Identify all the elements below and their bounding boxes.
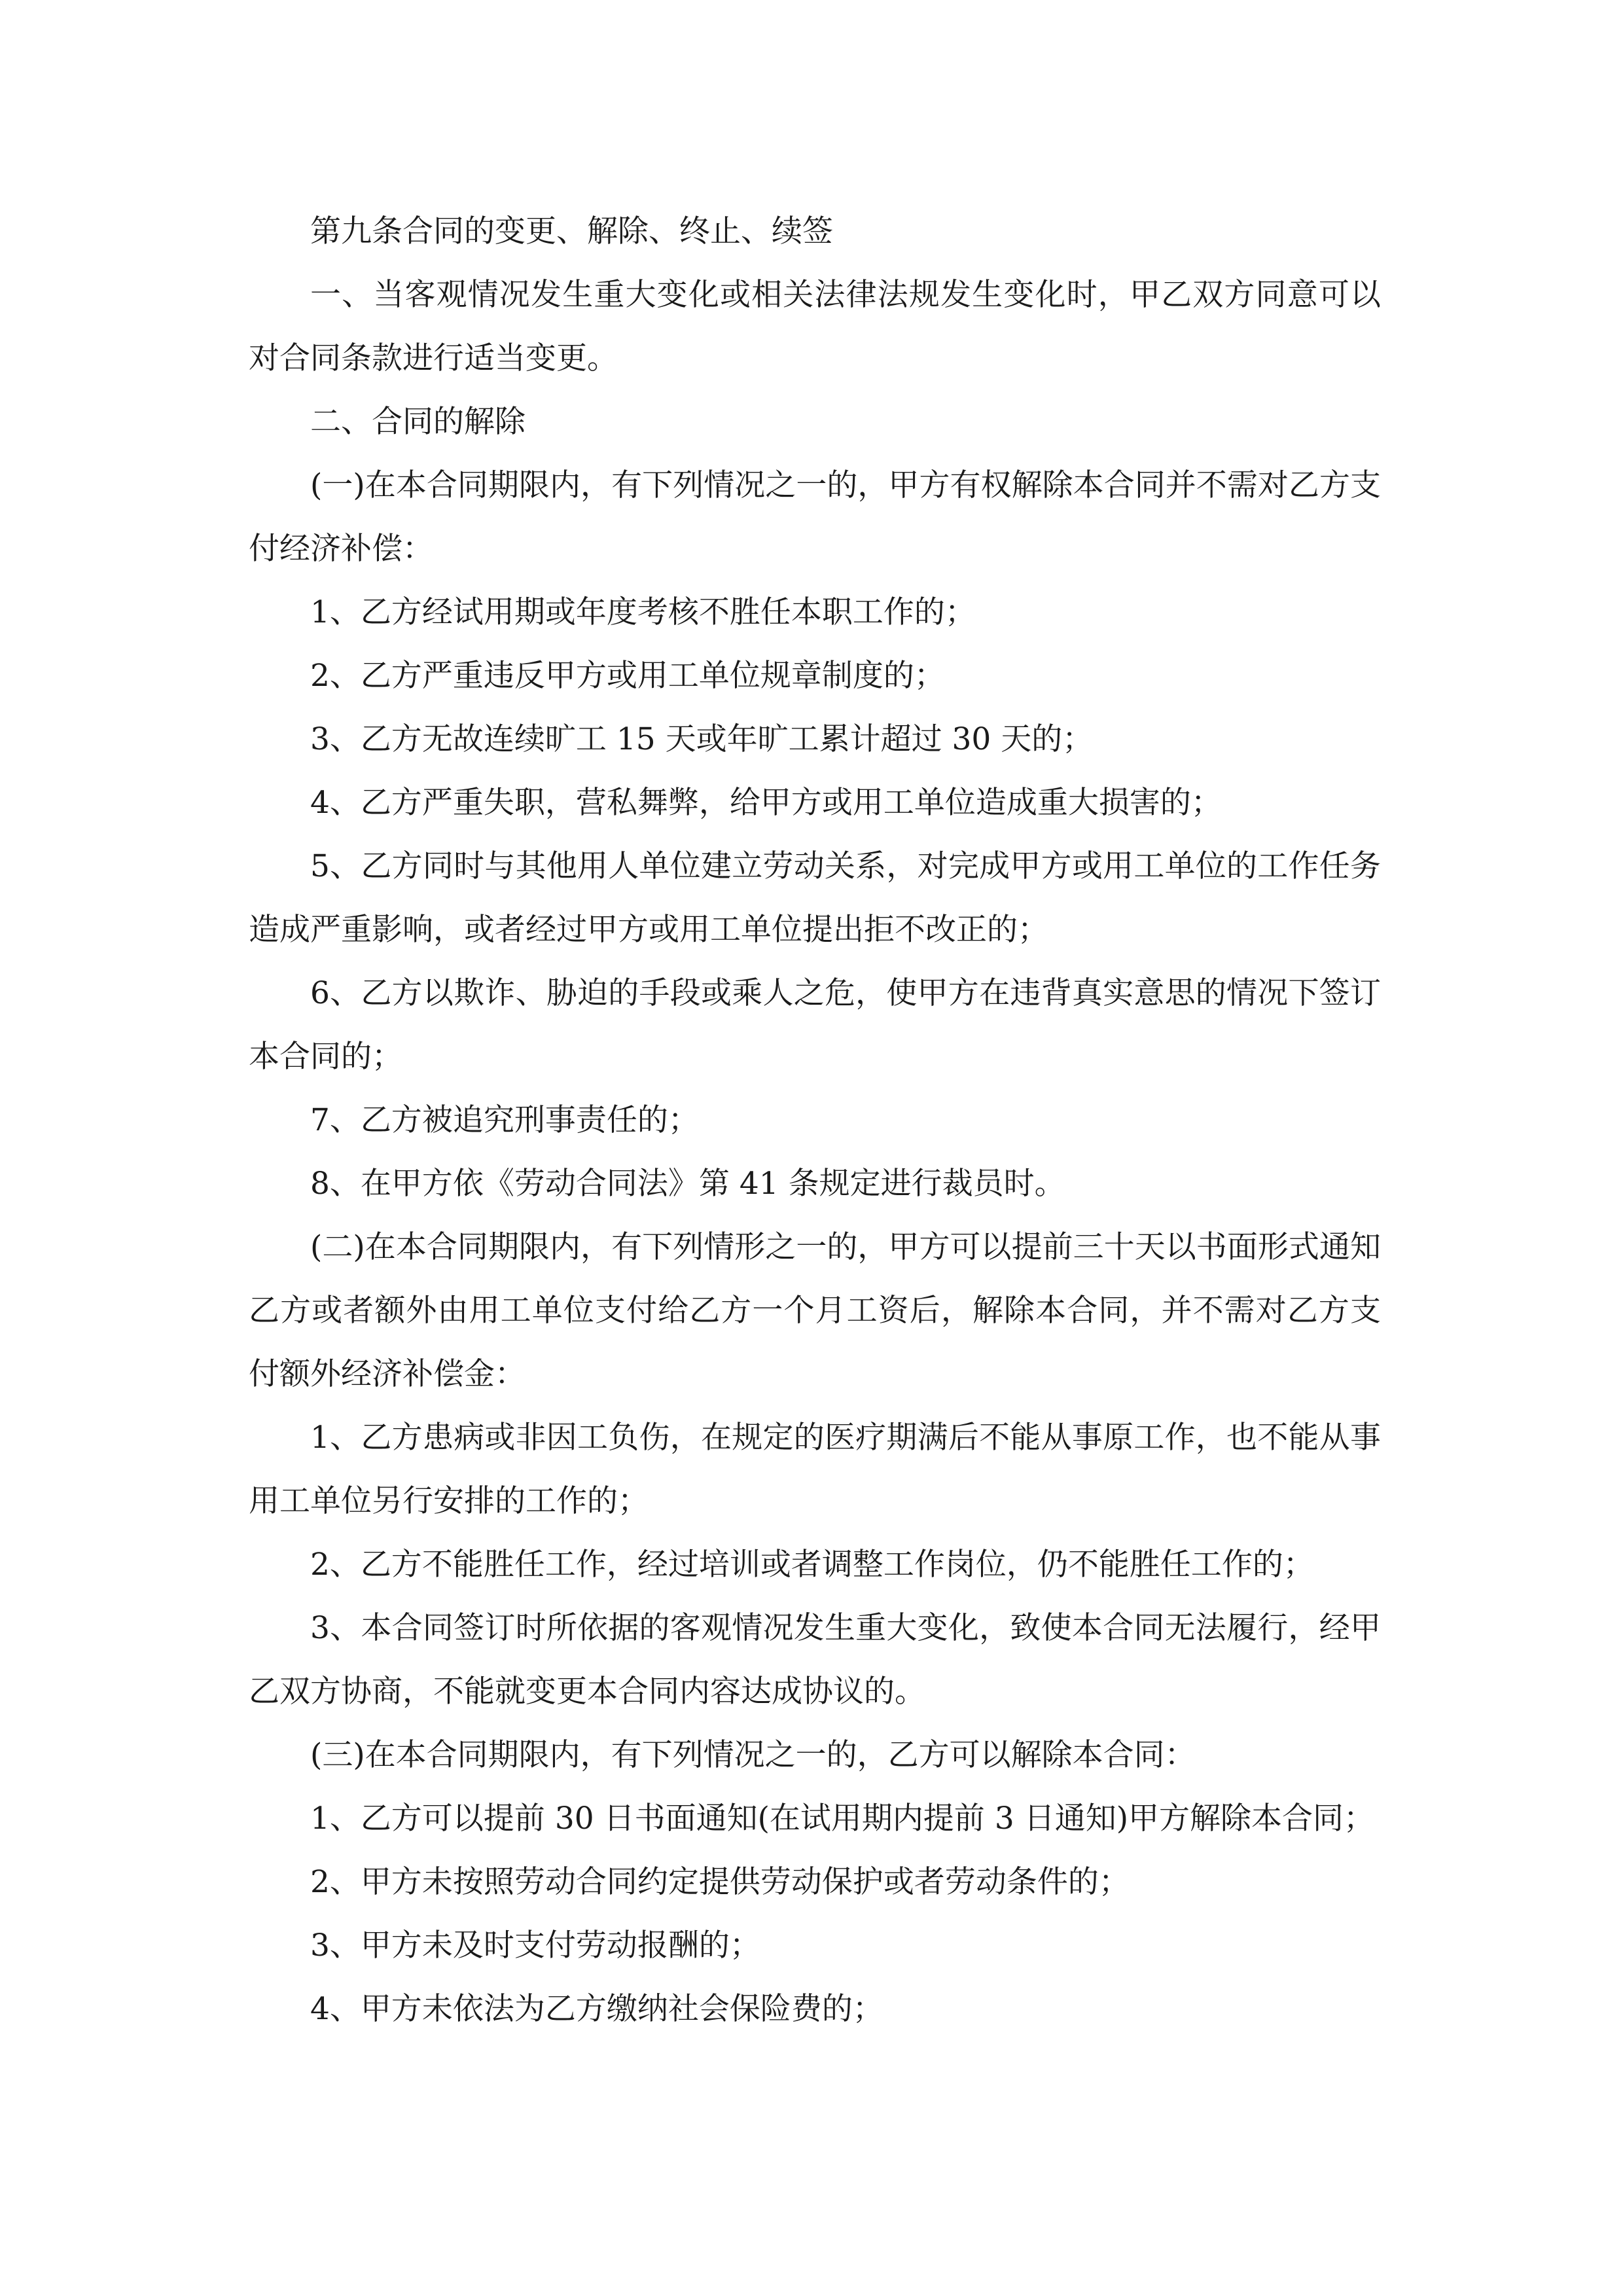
list-item: 5、乙方同时与其他用人单位建立劳动关系，对完成甲方或用工单位的工作任务造成严重影响，或者经过甲方或用工单位提出拒不改正的； <box>249 848 1381 948</box>
list-item: 3、乙方无故连续旷工 15 天或年旷工累计超过 30 天的； <box>310 721 1094 757</box>
list-item: 3、本合同签订时所依据的客观情况发生重大变化，致使本合同无法履行，经甲乙双方协商，不能就变更本合同内容达成协议的。 <box>249 1610 1381 1710</box>
paragraph: 一、当客观情况发生重大变化或相关法律法规发生变化时，甲乙双方同意可以对合同条款进行适当变更。 <box>249 277 1381 376</box>
list-item: 8、在甲方依《劳动合同法》第 41 条规定进行裁员时。 <box>310 1166 1065 1202</box>
section-heading: 二、合同的解除 <box>310 404 526 440</box>
list-item: 1、乙方患病或非因工负伤，在规定的医疗期满后不能从事原工作，也不能从事用工单位另行安排的工作的； <box>249 1420 1381 1519</box>
list-item: 4、乙方严重失职，营私舞弊，给甲方或用工单位造成重大损害的； <box>310 785 1222 821</box>
list-item: 2、乙方严重违反甲方或用工单位规章制度的； <box>310 658 945 694</box>
list-item: 1、乙方可以提前 30 日书面通知(在试用期内提前 3 日通知)甲方解除本合同； <box>310 1801 1375 1837</box>
list-item: 2、乙方不能胜任工作，经过培训或者调整工作岗位，仍不能胜任工作的； <box>310 1547 1314 1583</box>
article-heading: 第九条合同的变更、解除、终止、续签 <box>310 213 833 249</box>
list-item: 1、乙方经试用期或年度考核不胜任本职工作的； <box>310 594 976 630</box>
list-item: 6、乙方以欺诈、胁迫的手段或乘人之危，使甲方在违背真实意思的情况下签订本合同的； <box>249 975 1381 1075</box>
document-body <box>249 200 1381 2041</box>
list-item: 2、甲方未按照劳动合同约定提供劳动保护或者劳动条件的； <box>310 1864 1130 1900</box>
paragraph: (三)在本合同期限内，有下列情况之一的，乙方可以解除本合同： <box>310 1737 1196 1773</box>
list-item: 3、甲方未及时支付劳动报酬的； <box>310 1928 760 1964</box>
list-item: 7、乙方被追究刑事责任的； <box>310 1102 699 1138</box>
paragraph: (二)在本合同期限内，有下列情形之一的，甲方可以提前三十天以书面形式通知乙方或者额外由用工单位支付给乙方一个月工资后，解除本合同，并不需对乙方支付额外经济补偿金： <box>249 1229 1381 1392</box>
paragraph: (一)在本合同期限内，有下列情况之一的，甲方有权解除本合同并不需对乙方支付经济补偿： <box>249 467 1381 567</box>
list-item: 4、甲方未依法为乙方缴纳社会保险费的； <box>310 1991 883 2027</box>
